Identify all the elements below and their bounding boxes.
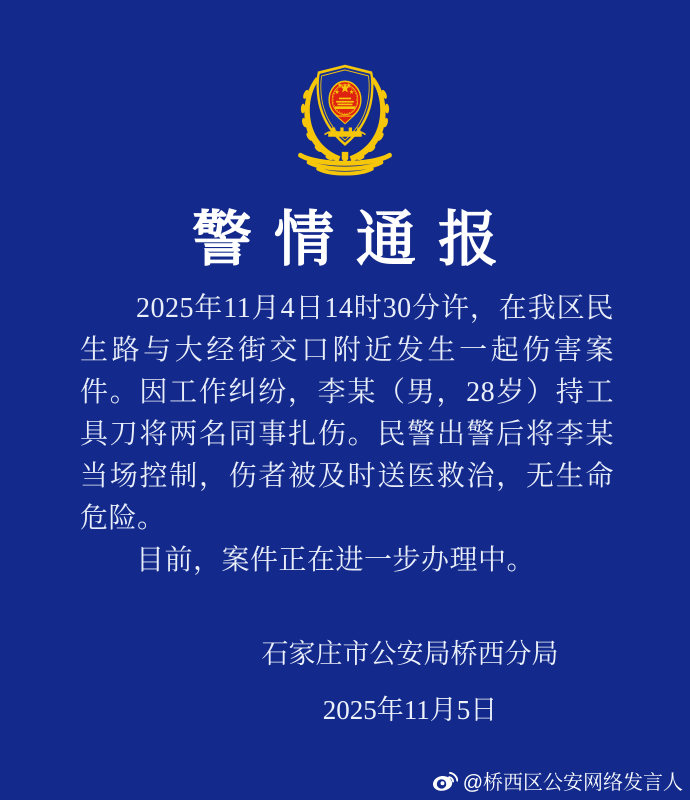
notice-body bbox=[80, 288, 614, 582]
body-paragraph-1: 2025年11月4日14时30分许，在我区民生路与大经街交口附近发生一起伤害案件。因工作纠纷，李某（男，28岁）持工具刀将两名同事扎伤。民警出警后将李某当场控制，伤者被及时送医救治，无生命危险。 bbox=[80, 293, 614, 534]
signature-date: 2025年11月5日 bbox=[322, 695, 498, 725]
watermark-handle: @桥西区公安网络发言人 bbox=[462, 772, 683, 794]
weibo-watermark bbox=[431, 766, 683, 795]
notice-title: 警情通报 bbox=[192, 207, 520, 273]
police-badge-emblem bbox=[289, 52, 401, 178]
signature-agency: 石家庄市公安局桥西分局 bbox=[261, 639, 559, 669]
signature-block bbox=[150, 632, 670, 727]
badge-wings bbox=[300, 152, 390, 174]
weibo-icon bbox=[431, 769, 458, 793]
body-paragraph-2: 目前，案件正在进一步办理中。 bbox=[136, 545, 536, 576]
